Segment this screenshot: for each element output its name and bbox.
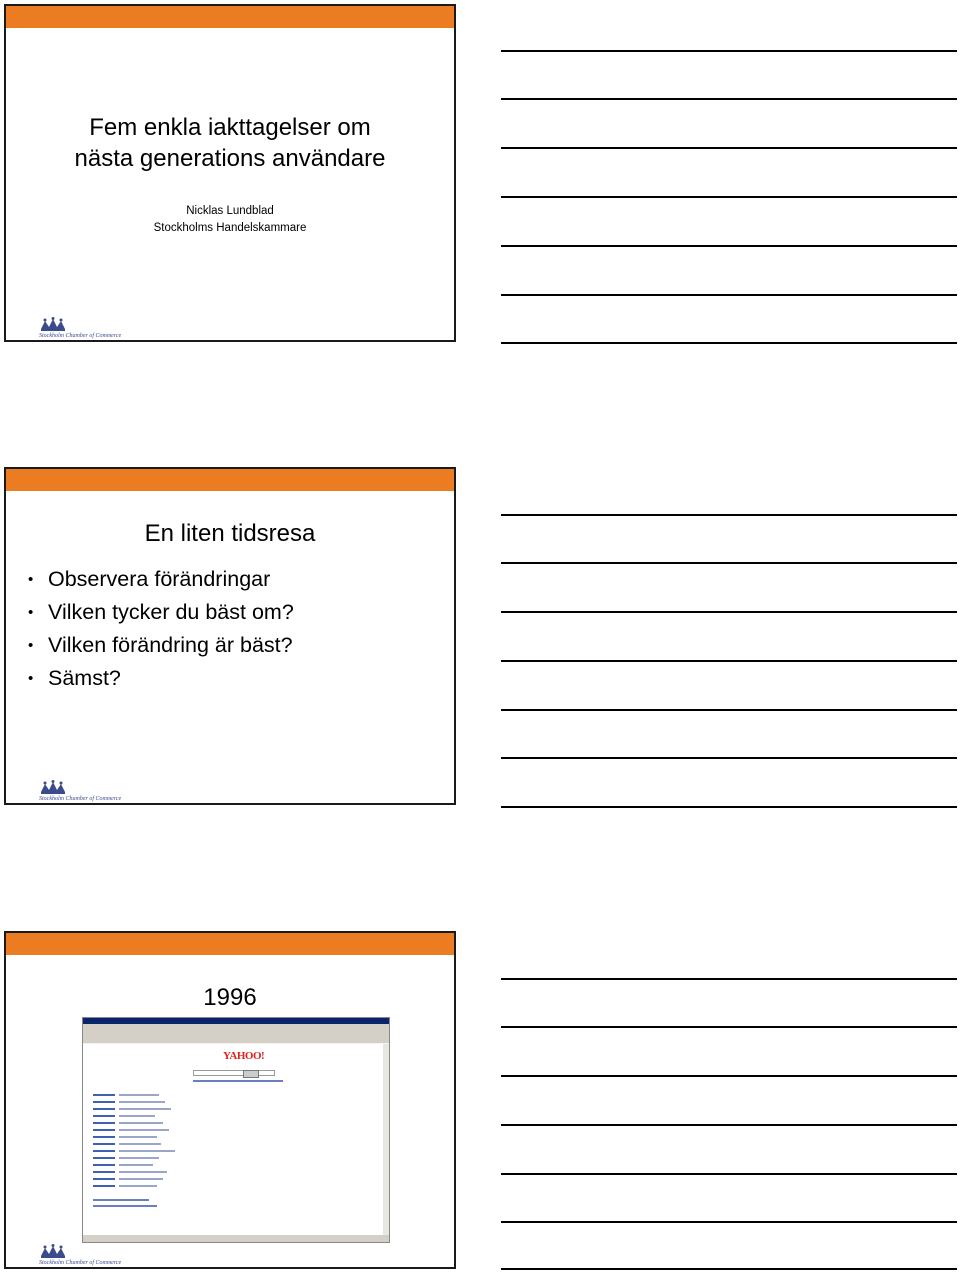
web-page xyxy=(83,1044,389,1236)
note-line xyxy=(501,98,957,100)
note-line xyxy=(501,1221,957,1223)
slide-header-bar xyxy=(6,469,454,491)
note-line xyxy=(501,245,957,247)
slide-2 xyxy=(4,467,456,805)
note-line xyxy=(501,196,957,198)
note-line xyxy=(501,757,957,759)
slide-header-bar xyxy=(6,6,454,28)
slide-subtitle xyxy=(6,203,454,237)
note-line xyxy=(501,562,957,564)
slide-1 xyxy=(4,4,456,342)
chamber-logo xyxy=(39,1244,122,1268)
slide-title: En liten tidsresa xyxy=(144,520,316,547)
crown-logo-icon xyxy=(39,1244,69,1260)
author-name: Nicklas Lundblad xyxy=(186,205,274,217)
organization-name: Stockholms Handelskammare xyxy=(153,222,307,234)
footer-links xyxy=(93,1199,149,1201)
note-line xyxy=(501,50,957,52)
search-box xyxy=(193,1070,275,1076)
note-line xyxy=(501,147,957,149)
slide-title: Fem enkla iakttagelser om nästa generations användare xyxy=(74,114,386,172)
nav-links xyxy=(193,1080,283,1082)
note-line xyxy=(501,806,957,808)
address-bar xyxy=(83,1037,389,1043)
search-button xyxy=(243,1070,259,1078)
note-line xyxy=(501,611,957,613)
note-line xyxy=(501,1268,957,1270)
note-line xyxy=(501,1124,957,1126)
logo-text: Stockholm Chamber of Commerce xyxy=(39,1260,122,1266)
note-line xyxy=(501,514,957,516)
bullet-item: • Vilken förändring är bäst? xyxy=(26,629,294,662)
status-bar xyxy=(83,1235,389,1242)
slide-3 xyxy=(4,931,456,1269)
note-line xyxy=(501,1173,957,1175)
note-line xyxy=(501,1075,957,1077)
note-line xyxy=(501,294,957,296)
note-line xyxy=(501,709,957,711)
logo-text: Stockholm Chamber of Commerce xyxy=(39,796,122,802)
scrollbar xyxy=(383,1044,389,1236)
bullet-list xyxy=(26,563,294,695)
chamber-logo xyxy=(39,317,122,341)
bullet-item: • Vilken tycker du bäst om? xyxy=(26,596,294,629)
chamber-logo xyxy=(39,780,122,804)
slide-title: 1996 xyxy=(203,984,257,1011)
crown-logo-icon xyxy=(39,780,69,796)
bullet-item: • Sämst? xyxy=(26,662,294,695)
note-line xyxy=(501,660,957,662)
bullet-item: • Observera förändringar xyxy=(26,563,294,596)
slide-header-bar xyxy=(6,933,454,955)
note-line xyxy=(501,1026,957,1028)
browser-screenshot xyxy=(82,1017,390,1243)
footer-links xyxy=(93,1205,157,1207)
yahoo-logo: YAHOO! xyxy=(223,1050,265,1062)
logo-text: Stockholm Chamber of Commerce xyxy=(39,333,122,339)
note-line xyxy=(501,342,957,344)
crown-logo-icon xyxy=(39,317,69,333)
note-line xyxy=(501,978,957,980)
